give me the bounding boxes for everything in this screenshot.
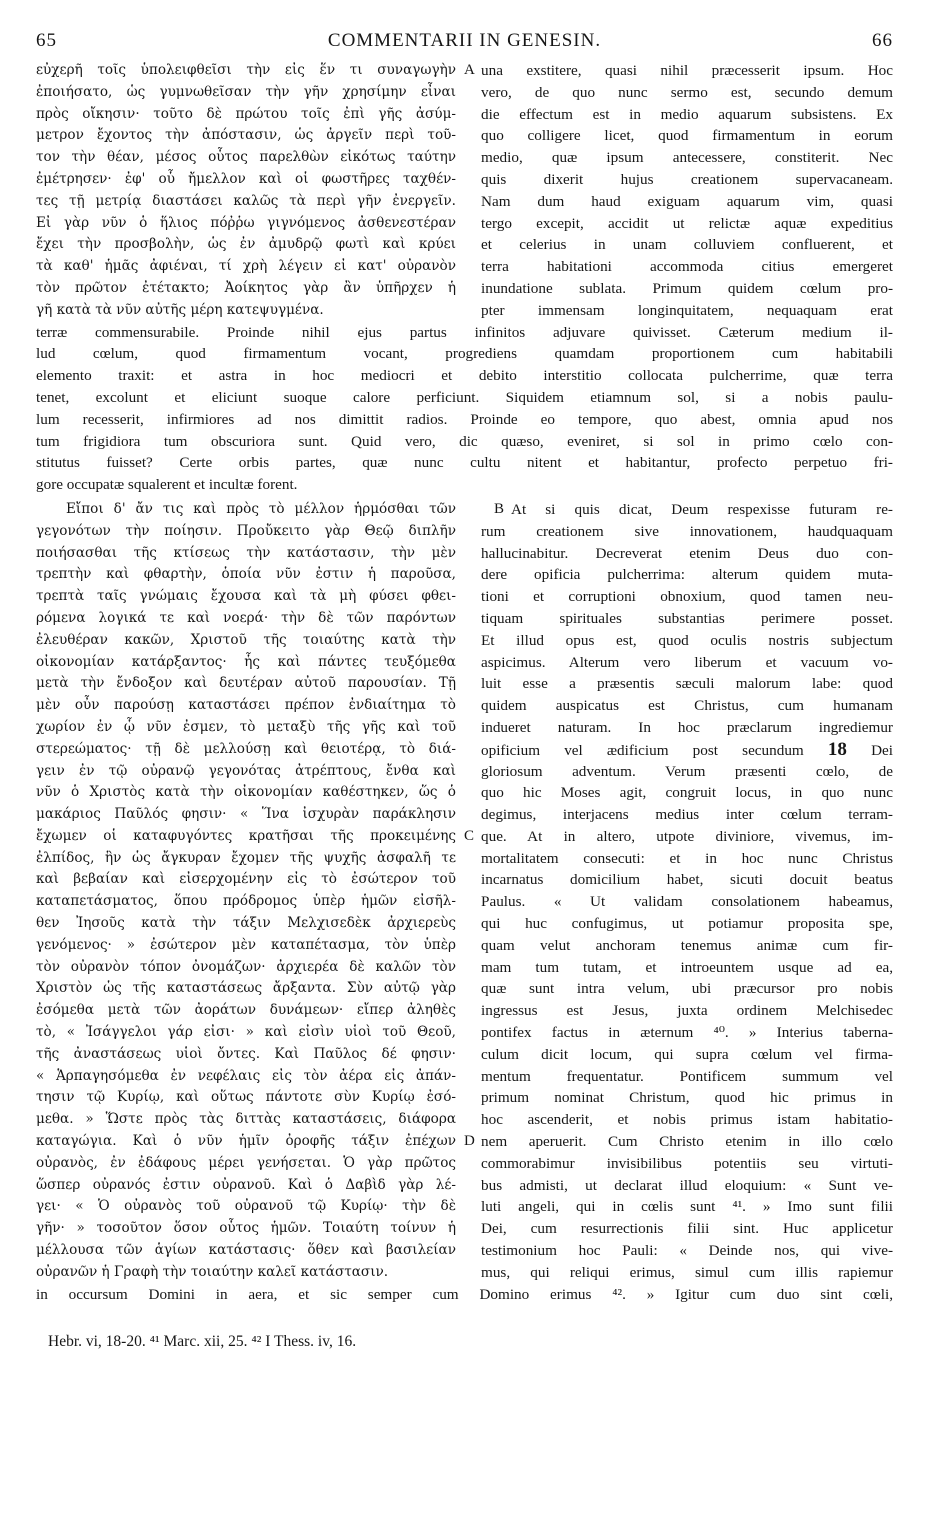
text-line: quo colligere licet, quod firmamentum in eorum xyxy=(481,127,893,145)
latin-column xyxy=(464,499,893,1284)
text-line: gore occupatæ squalerent et incultæ forent. xyxy=(36,476,298,494)
text-line: μὲν οὖν παρούσῃ καταστάσει πρέπον ἐνδιαίτημα τὸ xyxy=(36,697,456,714)
text-line: dere opificia pulcherrima: alterum quidem muta- xyxy=(481,566,893,584)
text-line: μέλλουσα τῶν ἁγίων κατάστασις· ὅθεν καὶ βασιλείαν xyxy=(36,1242,456,1259)
text-line: bus admisti, ut declarat illud eloquium: « Sunt ve- xyxy=(481,1176,893,1194)
text-line: ἐποιήσατο, ὡς γυμνωθεῖσαν τὴν γῆν χρησίμην εἶναι xyxy=(36,83,456,100)
text-line: quo hic Moses agit, congruit locus, in quo nunc xyxy=(481,784,893,802)
text-line: γῆν· » τοσοῦτον ὅσον οὗτος ἡμῶν. Τοιαύτη τοίνυν ἡ xyxy=(36,1220,456,1237)
text-line: « Ἁρπαγησόμεθα ἐν νεφέλαις εἰς τὸν ἀέρα εἰς ἀπάν- xyxy=(36,1067,456,1084)
section-one xyxy=(36,60,893,322)
margin-marker: A xyxy=(464,62,475,78)
text-line: elemento traxit: et astra in hoc mediocri et debito interstitio collocata pulcherrime, quæ terra xyxy=(36,367,893,385)
text-line: νῦν ὁ Χριστὸς κατὰ τὴν οἰκονομίαν καθέστηκεν, ὥς ὁ xyxy=(36,784,456,801)
text-line: tum frigidiora tum obscuriora sunt. Quid vero, dic quæso, eveniret, si sol in primo cœlo con- xyxy=(36,432,893,450)
text-line: γει· « Ὁ οὐρανὸς τοῦ οὐρανοῦ τῷ Κυρίῳ· τὴν δὲ xyxy=(36,1198,456,1215)
text-line: καταπετάσματος, ὅπου πρόδρομος ὑπὲρ ἡμῶν εἰσῆλ- xyxy=(36,893,456,910)
text-line: pontifex factus in æternum ⁴⁰. » Interius taberna- xyxy=(481,1024,893,1042)
text-line: tenet, excolunt et eliciunt suoque calore perficiunt. Siquidem etiamnum sol, si a nobis paulu- xyxy=(36,388,893,406)
text-line: ἐμέτρησεν· ἐφ' οὗ ἤμελλον καὶ οἱ φωστῆρες ταχθέν- xyxy=(36,170,456,187)
text-line: At si quis dicat, Deum respexisse futuram re- B xyxy=(481,499,893,521)
text-line: καὶ βεβαίαν καὶ εἰσερχομένην εἰς τὸ ἐσώτερον τοῦ xyxy=(36,871,456,888)
text-line: mus, qui reliqui erimus, simul cum illis rapiemur xyxy=(481,1263,893,1281)
text-line: quæ sunt intra velum, ubi præcursor pro nobis xyxy=(481,980,893,998)
text-line: terræ commensurabile. Proinde nihil ejus partus infinitos adjuvare quivisset. Cæterum medium il- xyxy=(36,323,893,341)
text-line: die effectum est in medio aquarum subsistens. Ex xyxy=(481,105,893,123)
latin-column xyxy=(464,60,893,322)
text-line: γενόμενος· » ἐσώτερον μὲν καταπέτασμα, τὸν ὑπὲρ xyxy=(36,936,456,953)
text-line: vero, de quo nunc sermo est, secundo demum xyxy=(481,83,893,101)
margin-marker: C xyxy=(464,827,475,844)
text-line: primum nominat Christum, quod hic primus in xyxy=(481,1089,893,1107)
text-line: tergo excepit, accidit ut relictæ aquæ expeditius xyxy=(481,214,893,232)
text-line: τρεπτὰ ταῖς γνώμαις ἔχουσα καὶ τὰ μὴ φύσει φθει- xyxy=(36,588,456,605)
margin-marker: D xyxy=(464,1133,475,1150)
text-line: στερεώματος· τῇ δὲ μελλούσῃ καὶ θειοτέρᾳ, τὸ διά- xyxy=(36,740,456,757)
text-line: aspicimus. Alterum vero liberum et vacuum vo- xyxy=(481,653,893,671)
text-line: Nam dum haud exiguam aquarum vim, quasi xyxy=(481,192,893,210)
text-line: hoc ascenderit, et nobis primus istam habitatio- xyxy=(481,1111,893,1129)
text-line: commorabimur invisibilibus potentiis seu virtuti- xyxy=(481,1154,893,1172)
text-line: lud cœlum, quod firmamentum vocant, progrediens quamdam proportionem cum habitabili xyxy=(36,345,893,363)
left-page-number: 65 xyxy=(36,30,57,51)
right-page-number: 66 xyxy=(872,30,893,51)
greek-column xyxy=(36,499,456,1284)
text-line xyxy=(481,739,893,761)
text-line: degimus, interjacens medius inter cœlum terram- xyxy=(481,806,893,824)
text-line: incarnatus domicilium habet, sicuti docuit beatus xyxy=(481,871,893,889)
text-line: μακάριος Παῦλός φησιν· « Ἵνα ἰσχυρὰν παράκλησιν xyxy=(36,806,456,823)
text-line: nem aperuerit. Cum Christo etenim in illo cœlo D xyxy=(481,1131,893,1153)
text-line: luti angeli, qui in cœlis sunt ⁴¹. » Imo sunt filii xyxy=(481,1198,893,1216)
text-line: Paulus. « Ut validam consolationem habeamus, xyxy=(481,893,893,911)
text-line: mentum frequentatur. Pontificem summum vel xyxy=(481,1067,893,1085)
text-line: luit esse a præsentis sæculi malorum labe: quod xyxy=(481,675,893,693)
text-line: in occursum Domini in aera, et sic semper cum Domino erimus ⁴². » Igitur cum duo sint cœli, xyxy=(36,1285,893,1303)
text-line: τὰ καθ' ἡμᾶς ἀφιέναι, τί χρὴ λέγειν εἰ κατ' οὐρανὸν xyxy=(36,258,456,275)
text-line: τρεπτὴν καὶ φθαρτὴν, ὁποία νῦν ἐστιν ἡ παροῦσα, xyxy=(36,566,456,583)
text-line: Χριστὸν ὡς τῆς καταστάσεως ἄρξαντα. Σὺν αὐτῷ γὰρ xyxy=(36,980,456,997)
text-line: μεθα. » Ὥστε πρὸς τὰς διττὰς καταστάσεις, διάφορα xyxy=(36,1111,456,1128)
text-line: τὸ, « Ἰσάγγελοι γάρ εἰσι· » καὶ εἰσὶν υἱοὶ τοῦ Θεοῦ, xyxy=(36,1024,456,1041)
text-line: et celerius in unam colluviem confluerent, et xyxy=(481,236,893,254)
full-width-latin xyxy=(36,322,893,496)
text-line: γεγονότων τὴν ποίησιν. Προὔκειτο γὰρ Θεῷ διπλῆν xyxy=(36,522,456,539)
text-fragment: Dei xyxy=(846,741,893,759)
text-line: θεν Ἰησοῦς κατὰ τὴν τάξιν Μελχισεδὲκ ἀρχιερεὺς xyxy=(36,915,456,932)
text-line: ἔχει τὴν προσβολὴν, ὡς ἐν ἀμυδρῷ φωτὶ καὶ κρύει xyxy=(36,236,456,253)
running-title: COMMENTARII IN GENESIN. xyxy=(327,30,602,51)
text-line: Εἴποι δ' ἄν τις καὶ πρὸς τὸ μέλλον ἡρμόσθαι τῶν xyxy=(66,500,456,517)
text-line: Et illud opus est, quod oculis nostris subjectum xyxy=(481,631,893,649)
text-fragment: opificium vel ædificium post secundum xyxy=(481,741,828,759)
text-line: τὸν οὐρανὸν τόπον ὀνομάζων· ἀρχιερέα δὲ καλῶν τὸν xyxy=(36,958,456,975)
text-line: quam velut anchoram tenemus animæ cum fir- xyxy=(481,936,893,954)
text-line: mortalitatem consecuti: et in hoc nunc Christus xyxy=(481,849,893,867)
text-line: hallucinabitur. Decreverat etenim Deus duo con- xyxy=(481,544,893,562)
text-line: τησιν τῷ Κυρίῳ, καὶ οὕτως πάντοτε σὺν Κυρίῳ ἐσό- xyxy=(36,1089,456,1106)
text-line: γειν ἐν τῷ οὐρανῷ γεγονότας ἀτρέπτους, ἔνθα καὶ xyxy=(36,762,456,779)
text-line: medio, quæ ipsum antecessere, constiterit. Nec xyxy=(481,149,893,167)
text-line: testimonium hoc Pauli: « Deinde nos, qui vive- xyxy=(481,1242,893,1260)
text-line: τες τῇ μετρίᾳ διαστάσει καλῶς τὰ περὶ γῆν ἐνεργεῖν. xyxy=(36,192,456,209)
text-line: γῆ κατὰ τὰ νῦν αὐτῆς μέρη κατεψυγμένα. xyxy=(36,301,324,318)
text-line: ἐλπίδος, ἣν ὡς ἄγκυραν ἔχομεν τῆς ψυχῆς ἀσφαλῆ τε xyxy=(36,849,456,866)
text-line: οἰκονομίαν κατάρξαντος· ἧς καὶ πάντες τευξόμεθα xyxy=(36,653,456,670)
greek-column xyxy=(36,60,456,322)
text-line: ingressus est Jesus, juxta ordinem Melchisedec xyxy=(481,1002,893,1020)
text-line: Dei, cum resurrectionis filii sint. Huc applicetur xyxy=(481,1220,893,1238)
text-line: μετὰ τὴν ἔνδοξον καὶ δευτέραν αὐτοῦ παρουσίαν. Τῇ xyxy=(36,675,456,692)
text-line: qui huc confugimus, ut potiamur proposita spe, xyxy=(481,915,893,933)
text-line: οὐρανῶν ἡ Γραφὴ τὴν τοιαύτην καλεῖ κατάστασιν. xyxy=(36,1263,389,1280)
text-line: mam tum tutam, et introeuntem usque ad ea, xyxy=(481,958,893,976)
text-line: οὐρανὸς, ἐν ἐδάφους μέρει γενήσεται. Ὁ γὰρ πρῶτος xyxy=(36,1154,456,1171)
text-line: tioni et corruptioni obnoxium, quod tamen neu- xyxy=(481,588,893,606)
closing-line xyxy=(36,1284,893,1306)
text-line: terra habitationi accommoda citius emergeret xyxy=(481,258,893,276)
text-line: una exstitere, quasi nihil præcesserit ipsum. Hoc A xyxy=(481,60,893,82)
text-line: πρὸς οἴκησιν· τοῦτο δὲ πρώτου τοῖς ἐπὶ γῆς ἀσύμ- xyxy=(36,105,456,122)
text-line: ἐλευθέραν κακῶν, Χριστοῦ τῆς τοιαύτης κατὰ τὴν xyxy=(36,631,456,648)
text-line: τῆς ἀναστάσεως υἱοὶ ὄντες. Καὶ Παῦλος δέ φησιν· xyxy=(36,1045,456,1062)
text-line: inundatione sublata. Primum quidem cœlum pro- xyxy=(481,279,893,297)
column-number: 18 xyxy=(827,738,847,760)
text-line: ἔχωμεν οἱ καταφυγόντες κρατῆσαι τῆς προκειμένης xyxy=(36,827,456,844)
text-line: lum recesserit, infirmiores ad nos dimittit radios. Proinde eo tempore, quo abest, omnia apud nos xyxy=(36,410,893,428)
text-line: Εἰ γὰρ νῦν ὁ ἥλιος πόῤῥω γιγνόμενος ἀσθενεστέραν xyxy=(36,214,456,231)
text-line: gloriosum adventum. Verum præsenti cœlo, de xyxy=(481,762,893,780)
text-line: χωρίον ἐν ᾧ νῦν ἐσμεν, τὸ μεταξὺ τῆς γῆς καὶ τοῦ xyxy=(36,718,456,735)
text-line: εὐχερῆ τοῖς ὑπολειφθεῖσι τὴν εἰς ἕν τι συναγωγὴν xyxy=(36,62,456,78)
text-line: culum dicit locum, qui supra cœlum vel firma- xyxy=(481,1045,893,1063)
page-header xyxy=(36,30,893,60)
text-line: tiquam spirituales substantias perimere posset. xyxy=(481,609,893,627)
text-line: rum creationem sive innovationem, haudquaquam xyxy=(481,522,893,540)
text-line: que. At in altero, utpote diviniore, vivemus, im- C xyxy=(481,826,893,848)
text-line: τον τὴν θέαν, μέσος οὗτος παρελθὼν εἰκότως ταύτην xyxy=(36,149,456,166)
text-line: quis dixerit hujus creationem supervacaneam. xyxy=(481,170,893,188)
text-line: ποιήσασθαι τῆς κτίσεως τὴν κατάστασιν, τὴν μὲν xyxy=(36,544,456,561)
text-line: quidem auspicatus est Christus, cum humanam xyxy=(481,697,893,715)
section-two xyxy=(36,499,893,1284)
footnotes: Hebr. vi, 18-20. ⁴¹ Marc. xii, 25. ⁴² I Thess. iv, 16. xyxy=(48,1333,357,1351)
text-line: ὥσπερ οὐρανός ἐστιν οὐρανοῦ. Καὶ ὁ Δαβὶδ γὰρ λέ- xyxy=(36,1176,456,1193)
text-line: pter immensam longinquitatem, nequaquam erat xyxy=(481,301,893,319)
text-line: τὸν πρῶτον ἐτέτακτο; Ἀοίκητος γὰρ ἂν ὑπῆρχεν ἡ xyxy=(36,279,456,296)
text-line: μετρον ἔχοντος τὴν ἀπόστασιν, ὡς ἀργεῖν περὶ τοῦ- xyxy=(36,127,456,144)
text-line: ἐσόμεθα μετὰ τῶν ἀοράτων δυνάμεων· εἴπερ ἀληθὲς xyxy=(36,1002,456,1019)
text-line: indueret naturam. In hoc præclarum ingrediemur xyxy=(481,718,893,736)
margin-marker: B xyxy=(494,500,505,517)
text-line: ρόμενα λογικά τε καὶ νοερά· τὴν δὲ τῶν παρόντων xyxy=(36,609,456,626)
text-line: stitutus fuisset? Certe orbis partes, quæ nunc cultu nitent et habitantur, profecto perpetuo fri- xyxy=(36,454,893,472)
text-line: καταγώγια. Καὶ ὁ νῦν ἡμῖν ὀροφῆς τάξιν ἐπέχων xyxy=(36,1133,456,1150)
